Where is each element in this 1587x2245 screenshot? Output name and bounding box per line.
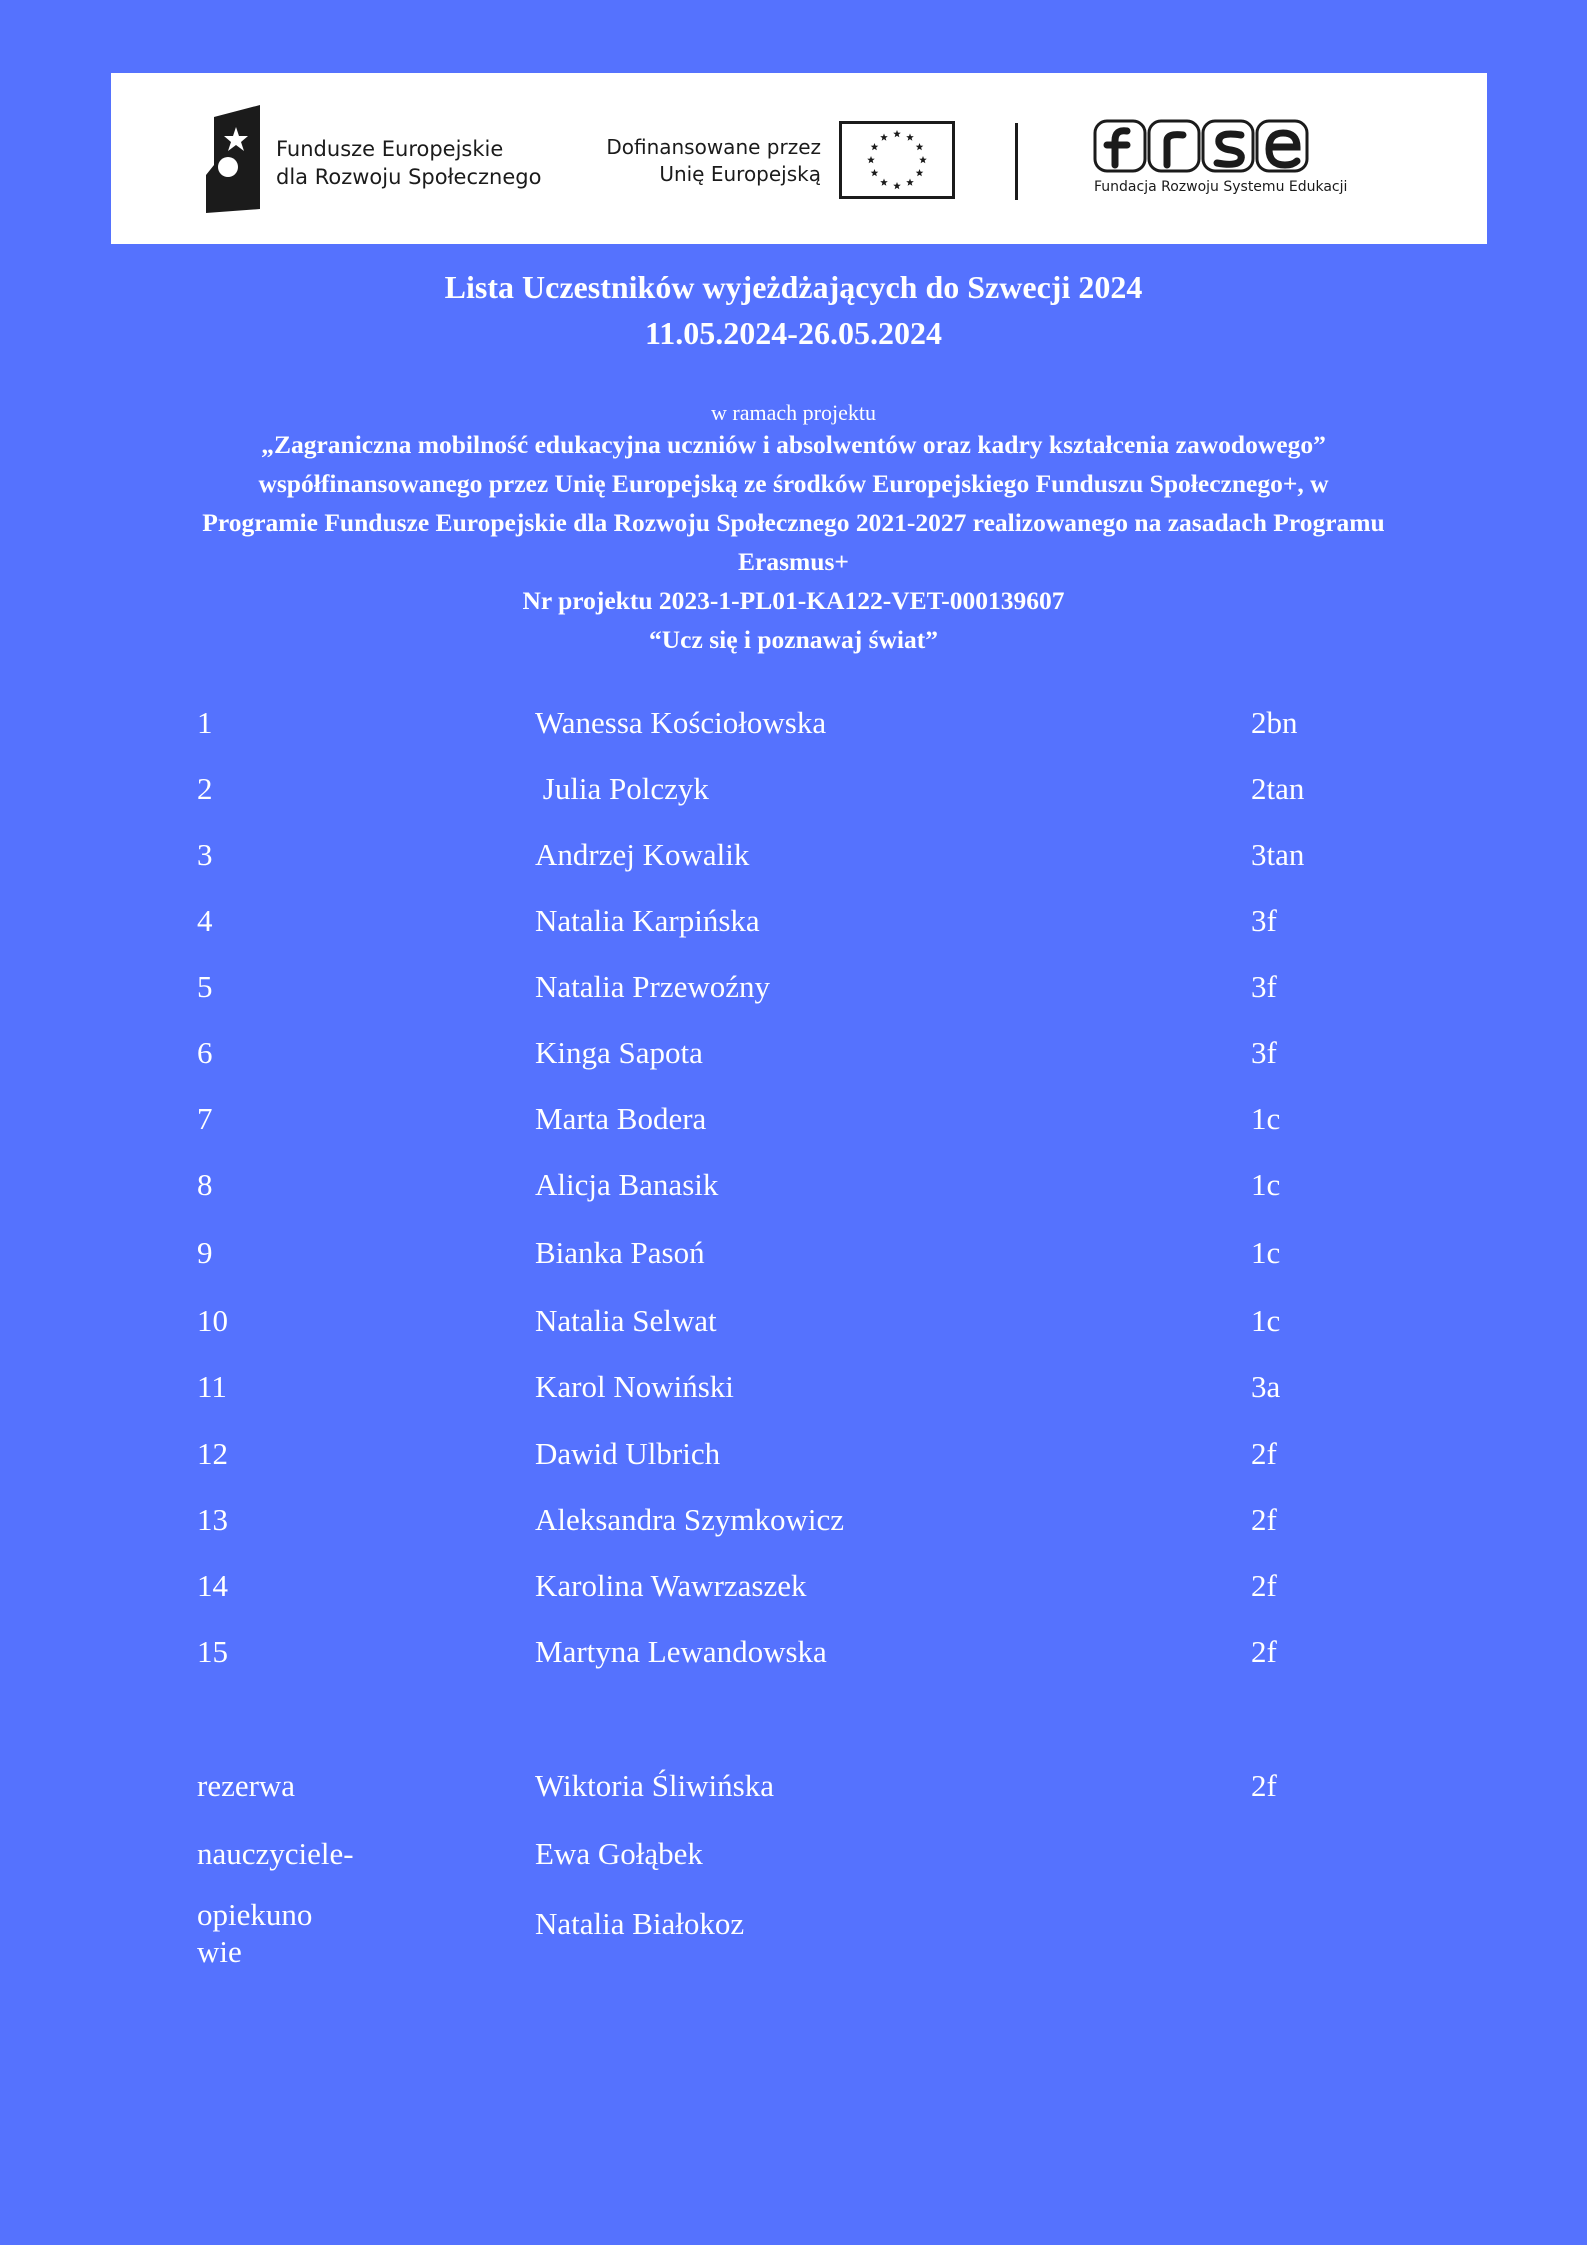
participant-class: 1c	[1251, 1303, 1281, 1338]
list-item	[0, 837, 1587, 881]
participant-class: 1c	[1251, 1101, 1281, 1136]
participant-number: 11	[197, 1369, 227, 1404]
reserve-label: rezerwa	[197, 1768, 296, 1803]
list-item	[0, 1436, 1587, 1480]
frse-subtitle: Fundacja Rozwoju Systemu Edukacji	[1094, 179, 1348, 195]
fe-emblem-icon	[206, 105, 264, 213]
date-range: 11.05.2024-26.05.2024	[645, 315, 942, 351]
participant-class: 2f	[1251, 1502, 1277, 1537]
project-description	[150, 425, 1437, 659]
project-line: „Zagraniczna mobilność edukacyjna uczniów i absolwentów oraz kadry kształcenia zawodowego”	[261, 430, 1326, 459]
project-number: Nr projektu 2023-1-PL01-KA122-VET-000139607	[522, 586, 1065, 615]
list-item	[0, 1634, 1587, 1678]
participant-name: Natalia Selwat	[535, 1303, 717, 1338]
eu-logo-line1: Dofinansowane przez	[606, 135, 821, 159]
list-item	[0, 1303, 1587, 1347]
teachers-label-line2: opiekuno	[197, 1897, 313, 1932]
participant-class: 3tan	[1251, 837, 1305, 872]
list-item	[0, 1167, 1587, 1211]
participant-number: 8	[197, 1167, 213, 1202]
participant-class: 1c	[1251, 1167, 1281, 1202]
participant-number: 7	[197, 1101, 213, 1136]
project-line: Erasmus+	[738, 547, 849, 576]
participant-number: 14	[197, 1568, 228, 1603]
participant-number: 6	[197, 1035, 213, 1070]
participant-name: Aleksandra Szymkowicz	[535, 1502, 845, 1537]
list-item	[0, 1035, 1587, 1079]
logo-separator	[1015, 123, 1018, 200]
reserve-class: 2f	[1251, 1768, 1277, 1803]
teacher-name: Ewa Gołąbek	[535, 1836, 703, 1871]
reserve-name: Wiktoria Śliwińska	[535, 1768, 774, 1803]
logo-bar	[111, 73, 1487, 244]
reserve-row	[0, 1768, 1587, 1812]
eu-cofinancing-logo	[583, 121, 955, 199]
participant-class: 2f	[1251, 1634, 1277, 1669]
teachers-label-line1: nauczyciele-	[197, 1836, 354, 1871]
participant-name: Dawid Ulbrich	[535, 1436, 721, 1471]
list-item	[0, 969, 1587, 1013]
project-line: Programie Fundusze Europejskie dla Rozwoju Społecznego 2021-2027 realizowanego na zasadach Programu	[202, 508, 1385, 537]
project-motto: “Ucz się i poznawaj świat”	[649, 625, 938, 654]
participant-name: Karolina Wawrzaszek	[535, 1568, 807, 1603]
participant-class: 2f	[1251, 1568, 1277, 1603]
participant-name: Julia Polczyk	[535, 771, 709, 806]
teacher-name: Natalia Białokoz	[535, 1906, 745, 1941]
participant-number: 9	[197, 1235, 213, 1270]
eu-flag-icon	[839, 121, 955, 199]
list-item	[0, 771, 1587, 815]
participant-number: 4	[197, 903, 213, 938]
project-line: współfinansowanego przez Unię Europejską ze środków Europejskiego Funduszu Społecznego+, w	[258, 469, 1329, 498]
participant-name: Martyna Lewandowska	[535, 1634, 827, 1669]
fe-logo-line1: Fundusze Europejskie	[276, 137, 504, 161]
list-item	[0, 903, 1587, 947]
participant-number: 3	[197, 837, 213, 872]
participant-number: 1	[197, 705, 213, 740]
participant-class: 3f	[1251, 903, 1277, 938]
fe-logo-line2: dla Rozwoju Społecznego	[276, 165, 542, 189]
participant-class: 3f	[1251, 969, 1277, 1004]
participant-number: 10	[197, 1303, 228, 1338]
list-item	[0, 1101, 1587, 1145]
participant-name: Marta Bodera	[535, 1101, 707, 1136]
list-item	[0, 1369, 1587, 1413]
participant-name: Alicja Banasik	[535, 1167, 719, 1202]
participant-number: 15	[197, 1634, 228, 1669]
teachers-label-line3: wie	[197, 1934, 242, 1969]
participant-class: 1c	[1251, 1235, 1281, 1270]
participant-class: 3f	[1251, 1035, 1277, 1070]
participant-class: 2f	[1251, 1436, 1277, 1471]
list-item	[0, 705, 1587, 749]
participant-number: 13	[197, 1502, 228, 1537]
participant-number: 2	[197, 771, 213, 806]
page-title: Lista Uczestników wyjeżdżających do Szwecji 2024	[444, 269, 1143, 305]
eu-logo-line2: Unię Europejską	[659, 162, 821, 186]
participant-number: 5	[197, 969, 213, 1004]
eu-logo-text	[606, 134, 821, 188]
fundusze-europejskie-logo	[206, 105, 566, 213]
fe-logo-text	[276, 135, 541, 191]
participant-name: Natalia Przewoźny	[535, 969, 770, 1004]
list-item	[0, 1235, 1587, 1279]
project-intro: w ramach projektu	[711, 400, 876, 425]
list-item	[0, 1568, 1587, 1612]
list-item	[0, 1502, 1587, 1546]
frse-wordmark-icon	[1093, 119, 1315, 175]
participant-class: 2bn	[1251, 705, 1298, 740]
participant-class: 2tan	[1251, 771, 1305, 806]
participant-name: Andrzej Kowalik	[535, 837, 750, 872]
participant-name: Wanessa Kościołowska	[535, 705, 827, 740]
participant-name: Kinga Sapota	[535, 1035, 703, 1070]
participant-class: 3a	[1251, 1369, 1281, 1404]
participant-name: Karol Nowiński	[535, 1369, 734, 1404]
participant-name: Bianka Pasoń	[535, 1235, 705, 1270]
frse-logo	[1093, 119, 1348, 209]
participant-number: 12	[197, 1436, 228, 1471]
participant-name: Natalia Karpińska	[535, 903, 760, 938]
